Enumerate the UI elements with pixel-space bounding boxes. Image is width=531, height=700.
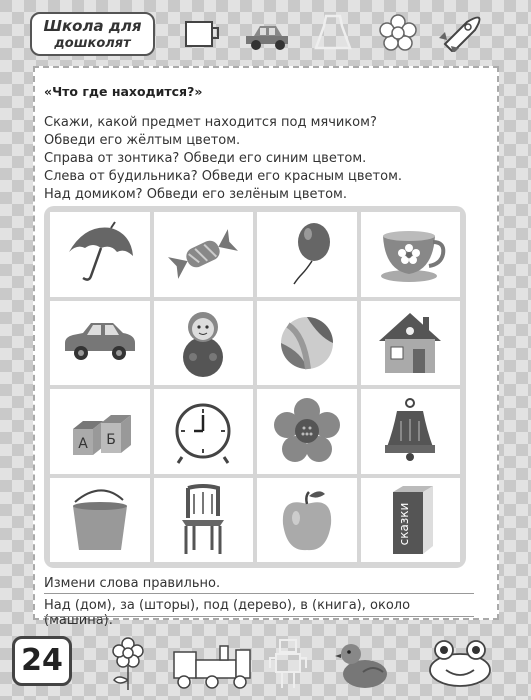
apple-icon — [268, 484, 346, 556]
car-icon — [240, 12, 294, 52]
rocket-icon — [435, 12, 485, 52]
grid-cell-book[interactable] — [361, 478, 461, 563]
answer-line-1 — [44, 593, 474, 594]
block-letter-a: А — [77, 436, 88, 453]
brand-badge — [30, 12, 155, 56]
grid-cell-toy-car[interactable] — [50, 301, 150, 386]
roly-poly-doll-icon — [164, 307, 242, 379]
dress-icon — [310, 12, 356, 52]
grid-cell-bucket[interactable] — [50, 478, 150, 563]
brand-line-2: дошколят — [54, 36, 131, 51]
instruction-line-5: Над домиком? Обведи его зелёным цветом. — [44, 187, 347, 202]
grid-cell-bell[interactable] — [361, 389, 461, 474]
instruction-line-2: Обведи его жёлтым цветом. — [44, 133, 241, 148]
candy-icon — [164, 218, 242, 290]
picture-grid — [44, 206, 466, 568]
frog-icon — [420, 636, 500, 692]
instruction-line-3: Справа от зонтика? Обведи его синим цветом. — [44, 151, 367, 166]
grid-cell-balloon[interactable] — [257, 212, 357, 297]
grid-cell-alarm-clock[interactable] — [154, 389, 254, 474]
flower-outline-icon — [375, 12, 421, 52]
exercise-prompt: Измени слова правильно. — [44, 576, 221, 591]
book-title: сказки — [397, 502, 412, 546]
grid-cell-chair[interactable] — [154, 478, 254, 563]
flower-icon — [268, 395, 346, 467]
grid-cell-flower[interactable] — [257, 389, 357, 474]
toy-car-icon — [61, 307, 139, 379]
task-title: «Что где находится?» — [44, 84, 203, 99]
umbrella-icon — [61, 218, 139, 290]
grid-cell-apple[interactable] — [257, 478, 357, 563]
grid-cell-roly-poly-doll[interactable] — [154, 301, 254, 386]
grid-cell-umbrella[interactable] — [50, 212, 150, 297]
grid-cell-teacup[interactable] — [361, 212, 461, 297]
grid-cell-house[interactable] — [361, 301, 461, 386]
page-number: 24 — [12, 636, 72, 686]
brand-line-1: Школа для — [43, 17, 142, 35]
grid-cell-candy[interactable] — [154, 212, 254, 297]
grid-cell-letter-blocks[interactable] — [50, 389, 150, 474]
bell-icon — [371, 395, 449, 467]
teacup-icon — [371, 218, 449, 290]
balloon-icon — [268, 218, 346, 290]
train-icon — [168, 636, 256, 692]
instruction-line-4: Слева от будильника? Обведи его красным цветом. — [44, 169, 403, 184]
letter-blocks-icon — [61, 395, 139, 467]
block-letter-b: Б — [105, 432, 116, 449]
robot-icon — [268, 636, 308, 692]
exercise-sentence: Над (дом), за (шторы), под (дерево), в (книга), около (машина). — [44, 598, 411, 628]
grid-cell-ball[interactable] — [257, 301, 357, 386]
cup-icon — [180, 12, 226, 52]
book-icon — [371, 484, 449, 556]
duck-icon — [335, 636, 391, 692]
ball-icon — [268, 307, 346, 379]
chair-icon — [164, 484, 242, 556]
flower-icon — [105, 636, 151, 692]
instruction-line-1: Скажи, какой предмет находится под мячиком? — [44, 115, 377, 130]
answer-line-2 — [44, 616, 474, 617]
bucket-icon — [61, 484, 139, 556]
house-icon — [371, 307, 449, 379]
alarm-clock-icon — [164, 395, 242, 467]
